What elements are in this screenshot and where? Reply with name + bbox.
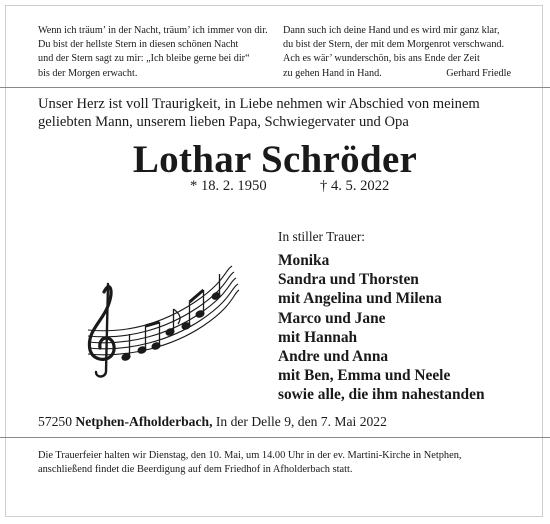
mourner-entry: Monika	[278, 252, 330, 269]
poem-line: und der Stern sagt zu mir: „Ich bleibe gerne bei dir“	[38, 53, 250, 65]
poem-right	[283, 24, 515, 81]
address-line	[38, 414, 387, 430]
address-rest: In der Delle 9, den 7. Mai 2022	[215, 414, 387, 429]
deceased-name: Lothar Schröder	[132, 138, 418, 181]
poem-line: bis der Morgen erwacht.	[38, 67, 138, 79]
music-staff-graphic	[70, 262, 240, 380]
divider-top	[0, 87, 550, 88]
poem-author: Gerhard Friedle	[446, 67, 511, 79]
birth-date: * 18. 2. 1950	[190, 178, 267, 194]
poem-line: Ach es wär’ wunderschön, bis ans Ende der Zeit	[283, 53, 480, 65]
mourner-entry: sowie alle, die ihm nahestanden	[278, 386, 485, 404]
poem-line: zu gehen Hand in Hand.	[283, 67, 382, 79]
mourner-entry: Andre und Anna	[278, 348, 389, 366]
poem-last-row	[283, 67, 511, 81]
intro-text: Unser Herz ist voll Traurigkeit, in Liebe nehmen wir Abschied von meinem geliebten Mann, unserem lieben Papa, Schwiegervater und Opa	[38, 96, 480, 130]
mourners-block	[278, 229, 485, 405]
mourner-entry: mit Hannah	[278, 328, 358, 346]
address-zip: 57250	[38, 414, 72, 429]
divider-bottom	[0, 437, 550, 438]
poem-line: du bist der Stern, der mit dem Morgenrot verschwand.	[283, 39, 505, 51]
funeral-line: Die Trauerfeier halten wir Dienstag, den 10. Mai, um 14.00 Uhr in der ev. Martini-Kirche in Netphen,	[38, 450, 462, 461]
mourners-list	[278, 251, 485, 405]
poem-line: Wenn ich träum’ in der Nacht, träum’ ich immer von dir.	[38, 25, 268, 36]
death-date: † 4. 5. 2022	[320, 178, 390, 194]
music-staff-icon	[70, 262, 240, 385]
funeral-line: anschließend findet die Beerdigung auf dem Friedhof in Afholderbach statt.	[38, 464, 353, 476]
mourner-entry: mit Ben, Emma und Neele	[278, 367, 451, 385]
mourner-entry: mit Angelina und Milena	[278, 290, 442, 308]
funeral-info	[38, 449, 528, 478]
poem-line: Dann such ich deine Hand und es wird mir ganz klar,	[283, 25, 500, 36]
mourners-label: In stiller Trauer:	[278, 229, 366, 244]
mourner-entry: Sandra und Thorsten	[278, 271, 419, 289]
poem-left	[38, 24, 268, 81]
mourner-entry: Marco und Jane	[278, 309, 386, 327]
address-town: Netphen-Afholderbach,	[75, 414, 213, 429]
poem-line: Du bist der hellste Stern in diesen schönen Nacht	[38, 39, 239, 51]
